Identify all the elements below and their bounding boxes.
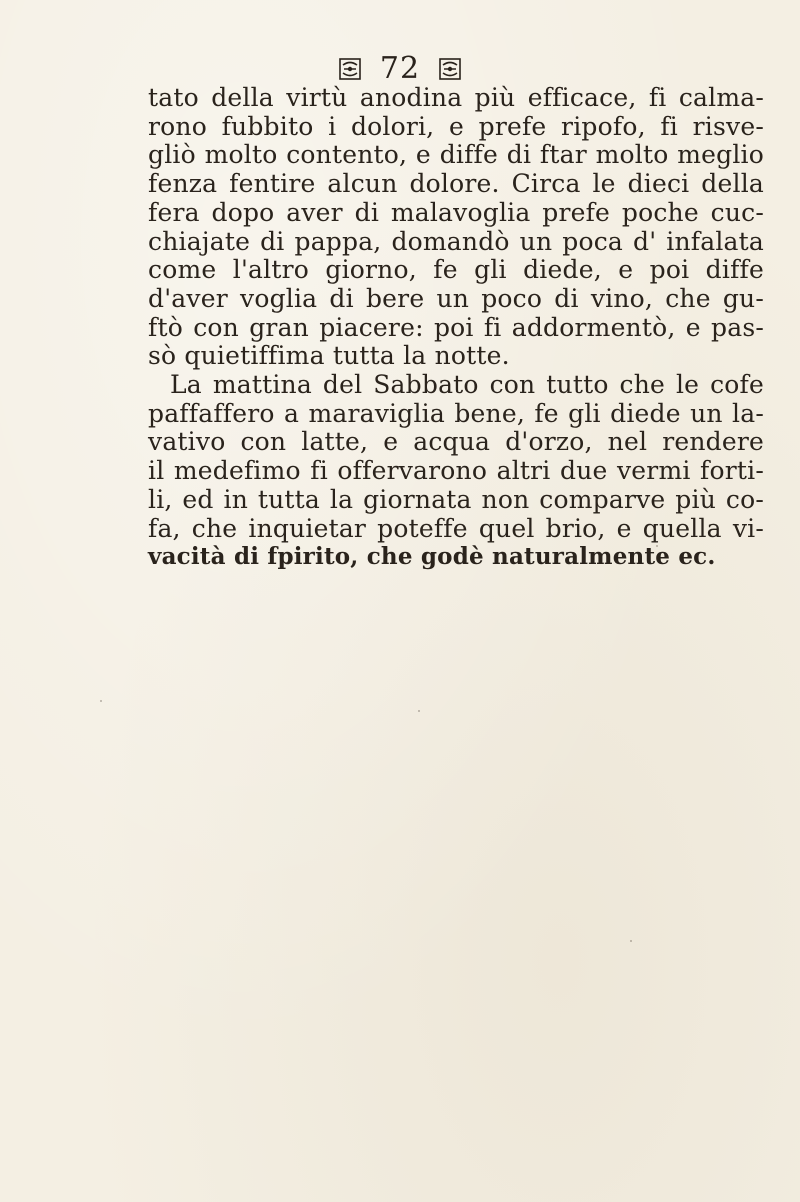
text-line: gliò molto contento, e diffe di ftar molto meglio	[148, 140, 764, 170]
paper-speck	[630, 940, 632, 942]
ornament-icon	[338, 57, 362, 81]
paper-speck	[418, 710, 420, 712]
ornament-icon	[438, 57, 462, 81]
text-line: d'aver voglia di bere un poco di vino, che gu-	[148, 283, 764, 313]
text-line: come l'altro giorno, fe gli diede, e poi diffe	[148, 255, 764, 285]
text-line: chiajate di pappa, domandò un poca d' infalata	[148, 226, 764, 256]
body-text	[148, 84, 764, 572]
paragraph-2	[148, 371, 764, 572]
text-line: tato della virtù anodina più efficace, fi calma-	[148, 83, 764, 112]
text-line: ftò con gran piacere: poi fi addormentò, e pas-	[148, 312, 764, 342]
text-line: sò quietiffima tutta la notte.	[148, 341, 510, 371]
text-line: rono fubbito i dolori, e prefe ripofo, fi risve-	[148, 111, 764, 141]
page-header	[0, 50, 800, 87]
page-number: 72	[379, 51, 421, 86]
text-line: vacità di fpirito, che godè naturalmente ec.	[148, 543, 716, 571]
text-line: fa, che inquietar poteffe quel brio, e quella vi-	[148, 513, 764, 543]
paragraph-1	[148, 84, 764, 371]
text-line: fera dopo aver di malavoglia prefe poche cuc-	[148, 197, 764, 227]
text-line: paffaffero a maraviglia bene, fe gli diede un la-	[148, 398, 764, 428]
text-line: vativo con latte, e acqua d'orzo, nel rendere	[148, 427, 764, 457]
text-line: La mattina del Sabbato con tutto che le cofe	[170, 370, 764, 400]
paper-speck	[656, 545, 658, 547]
text-line: il medefimo fi offervarono altri due vermi forti-	[148, 456, 764, 486]
text-line: li, ed in tutta la giornata non comparve più co-	[148, 484, 764, 514]
text-line: fenza fentire alcun dolore. Circa le dieci della	[148, 169, 764, 199]
paper-speck	[100, 700, 102, 702]
